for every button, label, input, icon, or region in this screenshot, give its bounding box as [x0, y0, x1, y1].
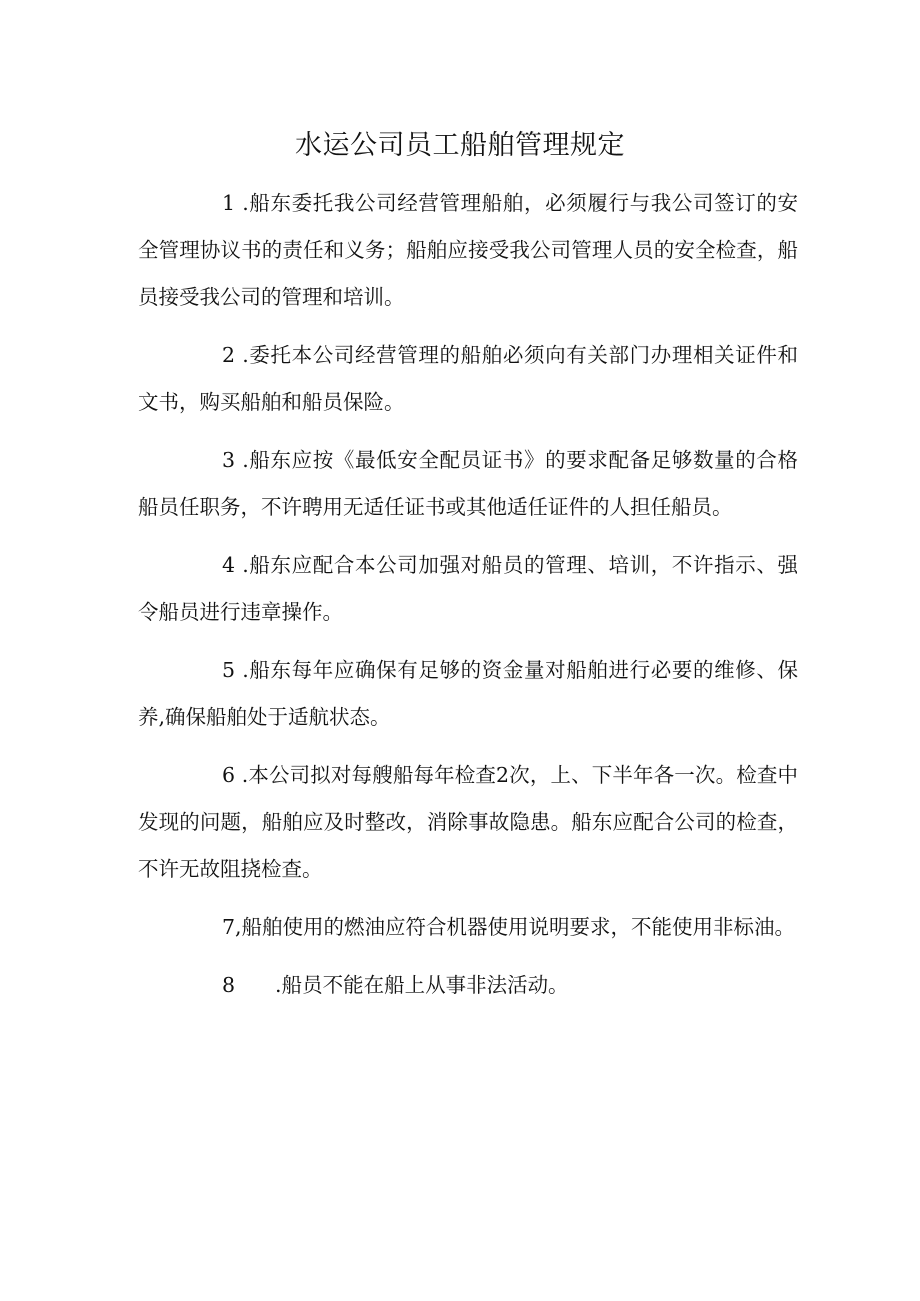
rule-text: .船东委托我公司经营管理船舶，必须履行与我公司签订的安全管理协议书的责任和义务；船舶应接受我公司管理人员的安全检查，船员接受我公司的管理和培训。: [138, 191, 798, 309]
rule-item-6: [138, 752, 798, 893]
rule-item-8: [138, 962, 798, 1009]
rule-item-2: [138, 332, 798, 426]
rule-number: 8: [222, 973, 236, 997]
rule-item-5: [138, 647, 798, 741]
rule-item-7: [138, 904, 798, 951]
rule-item-1: [138, 180, 798, 321]
rule-text: .船东应配合本公司加强对船员的管理、培训，不许指示、强令船员进行违章操作。: [138, 553, 798, 624]
rule-text: .船员不能在船上从事非法活动。: [275, 973, 569, 997]
rule-text: .本公司拟对每艘船每年检查2次，上、下半年各一次。检查中发现的问题，船舶应及时整改，消除事故隐患。船东应配合公司的检查，不许无故阻挠检查。: [138, 763, 798, 881]
document-body: [138, 180, 798, 1020]
rule-number: 6: [222, 763, 236, 787]
rule-item-4: [138, 542, 798, 636]
rule-number: 2: [222, 343, 236, 367]
rule-text: .委托本公司经营管理的船舶必须向有关部门办理相关证件和文书，购买船舶和船员保险。: [138, 343, 798, 414]
rule-number: 5: [222, 658, 236, 682]
rule-item-3: [138, 437, 798, 531]
rule-number: 1: [222, 191, 236, 215]
rule-text: 船舶使用的燃油应符合机器使用说明要求，不能使用非标油。: [241, 915, 796, 939]
rule-number: 7,: [222, 915, 242, 939]
rule-text: .船东应按《最低安全配员证书》的要求配备足够数量的合格船员任职务，不许聘用无适任证书或其他适任证件的人担任船员。: [138, 448, 798, 519]
rule-text: .船东每年应确保有足够的资金量对船舶进行必要的维修、保养,确保船舶处于适航状态。: [138, 658, 798, 729]
rule-number: 4: [222, 553, 236, 577]
document-title: 水运公司员工船舶管理规定: [295, 130, 625, 161]
rule-number: 3: [222, 448, 236, 472]
